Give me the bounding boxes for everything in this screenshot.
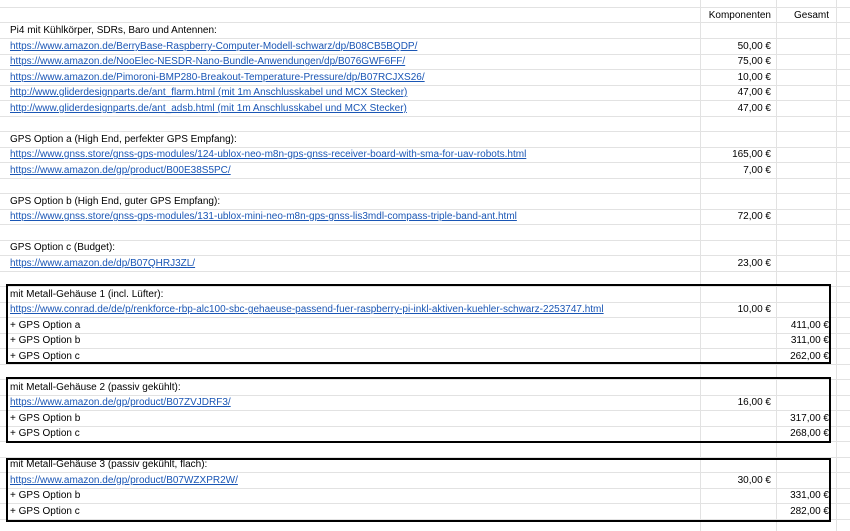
table-row[interactable] <box>0 132 850 148</box>
cell-text: mit Metall-Gehäuse 1 (incl. Lüfter): <box>10 289 164 300</box>
table-row[interactable] <box>0 101 850 117</box>
cell-link[interactable]: https://www.gnss.store/gnss-gps-modules/124-ublox-neo-m8n-gps-gnss-receiver-board-with-sma-for-uav-robots.html <box>10 149 527 160</box>
table-row[interactable] <box>0 225 850 241</box>
table-row[interactable] <box>0 194 850 210</box>
cell-text: mit Metall-Gehäuse 2 (passiv gekühlt): <box>10 382 181 393</box>
cell-link[interactable]: https://www.amazon.de/Pimoroni-BMP280-Breakout-Temperature-Pressure/dp/B07RCJXS26/ <box>10 72 425 83</box>
cell-gesamt-value: 311,00 € <box>790 335 829 346</box>
cell-link[interactable]: http://www.gliderdesignparts.de/ant_flarm.html (mit 1m Anschlusskabel und MCX Stecker) <box>10 87 408 98</box>
cell-text: mit Metall-Gehäuse 3 (passiv gekühlt, flach): <box>10 459 208 470</box>
header-komponenten: Komponenten <box>708 10 771 21</box>
cell-link[interactable]: https://www.amazon.de/NooElec-NESDR-Nano-Bundle-Anwendungen/dp/B076GWF6FF/ <box>10 56 406 67</box>
table-row[interactable] <box>0 442 850 458</box>
table-row[interactable] <box>0 39 850 55</box>
cell-komponenten-value: 165,00 € <box>732 149 771 160</box>
cell-komponenten-value: 47,00 € <box>737 103 771 114</box>
table-row[interactable] <box>0 240 850 256</box>
cell-komponenten-value: 23,00 € <box>737 258 771 269</box>
table-row[interactable] <box>0 116 850 132</box>
cell-gesamt-value: 411,00 € <box>790 320 829 331</box>
cell-gesamt-value: 262,00 € <box>790 351 829 362</box>
cell-komponenten-value: 50,00 € <box>737 41 771 52</box>
cell-gesamt-value: 268,00 € <box>790 428 829 439</box>
cell-text: + GPS Option a <box>10 320 81 331</box>
case-3-box <box>6 458 831 522</box>
cell-text: Pi4 mit Kühlkörper, SDRs, Baro und Antennen: <box>10 25 217 36</box>
cell-text: GPS Option a (High End, perfekter GPS Empfang): <box>10 134 237 145</box>
cell-komponenten-value: 30,00 € <box>737 475 771 486</box>
cell-text: + GPS Option c <box>10 351 80 362</box>
table-row[interactable] <box>0 147 850 163</box>
cell-link[interactable]: https://www.amazon.de/BerryBase-Raspberry-Computer-Modell-schwarz/dp/B08CB5BQDP/ <box>10 41 418 52</box>
cell-link[interactable]: https://www.amazon.de/gp/product/B00E38S5PC/ <box>10 165 231 176</box>
case-1-box <box>6 284 831 364</box>
cell-link[interactable]: https://www.amazon.de/gp/product/B07WZXPR2W/ <box>10 475 238 486</box>
cell-text: GPS Option c (Budget): <box>10 242 116 253</box>
table-row[interactable] <box>0 209 850 225</box>
cell-gesamt-value: 317,00 € <box>790 413 829 424</box>
cell-text: + GPS Option b <box>10 490 81 501</box>
table-row[interactable] <box>0 23 850 39</box>
cell-komponenten-value: 10,00 € <box>737 72 771 83</box>
header-gesamt: Gesamt <box>793 10 829 21</box>
table-row[interactable] <box>0 178 850 194</box>
cell-link[interactable]: https://www.gnss.store/gnss-gps-modules/131-ublox-mini-neo-m8n-gps-gnss-lis3mdl-compass-triple-band-ant.html <box>10 211 517 222</box>
cell-komponenten-value: 47,00 € <box>737 87 771 98</box>
cell-komponenten-value: 7,00 € <box>743 165 771 176</box>
cell-komponenten-value: 16,00 € <box>737 397 771 408</box>
cell-komponenten-value: 72,00 € <box>737 211 771 222</box>
table-row[interactable] <box>0 85 850 101</box>
cell-text: + GPS Option c <box>10 506 80 517</box>
table-row[interactable] <box>0 70 850 86</box>
cell-komponenten-value: 10,00 € <box>737 304 771 315</box>
cell-link[interactable]: http://www.gliderdesignparts.de/ant_adsb.html (mit 1m Anschlusskabel und MCX Stecker) <box>10 103 407 114</box>
cell-text: + GPS Option b <box>10 335 81 346</box>
cell-text: + GPS Option b <box>10 413 81 424</box>
header-row[interactable] <box>0 8 850 23</box>
table-row[interactable] <box>0 54 850 70</box>
cell-gesamt-value: 282,00 € <box>790 506 829 517</box>
cell-gesamt-value: 331,00 € <box>790 490 829 501</box>
table-row[interactable] <box>0 163 850 179</box>
table-row[interactable] <box>0 256 850 272</box>
cell-text: GPS Option b (High End, guter GPS Empfang): <box>10 196 221 207</box>
cell-link[interactable]: https://www.conrad.de/de/p/renkforce-rbp-alc100-sbc-gehaeuse-passend-fuer-raspberry-pi-inkl-aktiven-kuehler-schwarz-2253747.html <box>10 304 604 315</box>
cell-text: + GPS Option c <box>10 428 80 439</box>
cell-link[interactable]: https://www.amazon.de/dp/B07QHRJ3ZL/ <box>10 258 196 269</box>
sheet-top-row <box>0 0 850 8</box>
cell-link[interactable]: https://www.amazon.de/gp/product/B07ZVJDRF3/ <box>10 397 231 408</box>
cell-komponenten-value: 75,00 € <box>737 56 771 67</box>
case-2-box <box>6 377 831 443</box>
